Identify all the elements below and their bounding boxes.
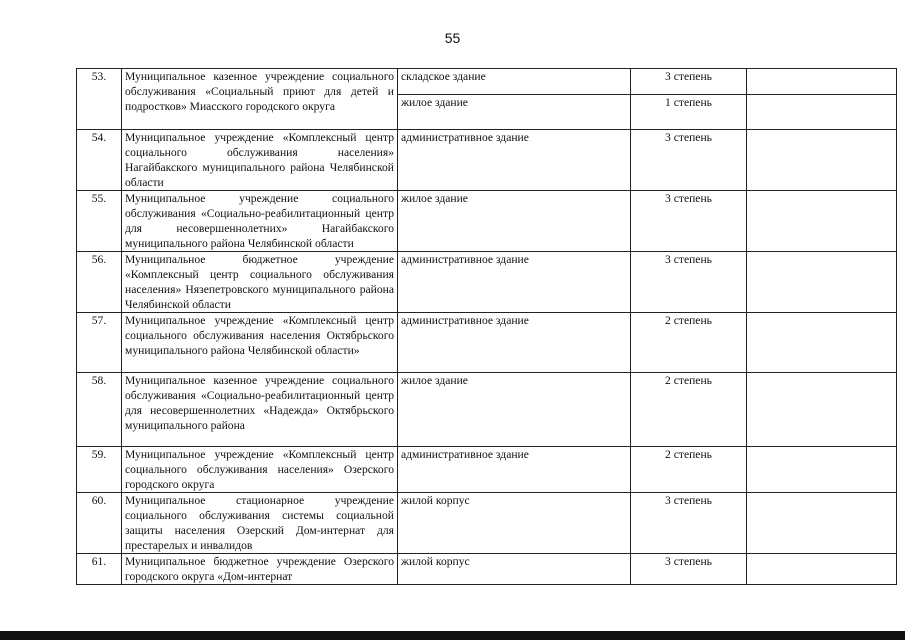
table-row <box>77 69 897 130</box>
table-row <box>77 493 897 554</box>
fire-resistance-degree: 3 степень <box>665 494 712 507</box>
building-cell <box>398 447 631 493</box>
institution-name: Муниципальное учреждение социального обслуживания «Социально-реабилитационный центр для несовершеннолетних» Нагайбакского муниципального района Челябинской области <box>122 191 398 252</box>
empty-cell <box>747 447 897 493</box>
fire-resistance-degree: 3 степень <box>665 253 712 266</box>
building-type: административное здание <box>401 131 529 144</box>
fire-resistance-degree: 1 степень <box>665 96 712 109</box>
empty-cell <box>747 373 897 447</box>
empty-cell <box>747 191 897 252</box>
row-number: 56. <box>77 252 122 313</box>
row-number: 61. <box>77 554 122 585</box>
row-number: 55. <box>77 191 122 252</box>
institution-name: Муниципальное казенное учреждение социального обслуживания «Социальный приют для детей и подростков» Миасского городского округа <box>122 69 398 130</box>
building-type: жилое здание <box>401 374 468 387</box>
fire-resistance-degree: 2 степень <box>665 314 712 327</box>
fire-resistance-degree: 3 степень <box>665 192 712 205</box>
row-number: 58. <box>77 373 122 447</box>
registry-table <box>76 68 897 585</box>
row-number: 60. <box>77 493 122 554</box>
fire-resistance-degree: 2 степень <box>665 374 712 387</box>
table-row <box>77 447 897 493</box>
building-cell <box>398 313 631 373</box>
building-type: жилой корпус <box>401 555 470 568</box>
page-number: 55 <box>444 30 461 46</box>
institution-name: Муниципальное учреждение «Комплексный центр социального обслуживания населения» Нагайбакского муниципального района Челябинской области <box>122 130 398 191</box>
building-type: жилой корпус <box>401 494 470 507</box>
building-cell <box>398 252 631 313</box>
empty-cell <box>747 554 897 585</box>
building-cell <box>398 373 631 447</box>
building-cell <box>398 69 631 130</box>
degree-cell <box>631 493 747 554</box>
institution-name: Муниципальное бюджетное учреждение «Комплексный центр социального обслуживания населения» Нязепетровского муниципального района Челябинской области <box>122 252 398 313</box>
empty-cell <box>747 313 897 373</box>
degree-cell <box>631 69 747 130</box>
building-cell <box>398 130 631 191</box>
building-type: административное здание <box>401 448 529 461</box>
degree-cell <box>631 373 747 447</box>
table-row <box>77 130 897 191</box>
fire-resistance-degree: 3 степень <box>665 131 712 144</box>
row-number: 59. <box>77 447 122 493</box>
building-type: складское здание <box>398 69 630 95</box>
building-cell <box>398 191 631 252</box>
degree-cell <box>631 191 747 252</box>
table-row <box>77 252 897 313</box>
empty-cell <box>747 69 897 130</box>
institution-name: Муниципальное бюджетное учреждение Озерского городского округа «Дом-интернат <box>122 554 398 585</box>
institution-name: Муниципальное стационарное учреждение социального обслуживания системы социальной защиты населения Озерский Дом-интернат для престарелых и инвалидов <box>122 493 398 554</box>
institution-name: Муниципальное учреждение «Комплексный центр социального обслуживания населения» Озерского городского округа <box>122 447 398 493</box>
fire-resistance-degree: 3 степень <box>631 69 746 95</box>
table-row <box>77 554 897 585</box>
fire-resistance-degree: 2 степень <box>665 448 712 461</box>
fire-resistance-degree: 3 степень <box>665 555 712 568</box>
degree-cell <box>631 554 747 585</box>
institution-name: Муниципальное казенное учреждение социального обслуживания «Социально-реабилитационный центр для несовершеннолетних «Надежда» Октябрьского муниципального района <box>122 373 398 447</box>
degree-cell <box>631 447 747 493</box>
table-row <box>77 191 897 252</box>
degree-cell <box>631 313 747 373</box>
building-cell <box>398 493 631 554</box>
empty-cell <box>747 252 897 313</box>
table-row <box>77 313 897 373</box>
building-type: административное здание <box>401 314 529 327</box>
row-number: 57. <box>77 313 122 373</box>
table-row <box>77 373 897 447</box>
empty-cell <box>747 493 897 554</box>
building-type: жилое здание <box>401 96 468 109</box>
institution-name: Муниципальное учреждение «Комплексный центр социального обслуживания населения Октябрьского муниципального района Челябинской области» <box>122 313 398 373</box>
row-number: 53. <box>77 69 122 130</box>
building-type: административное здание <box>401 253 529 266</box>
degree-cell <box>631 130 747 191</box>
building-type: жилое здание <box>401 192 468 205</box>
degree-cell <box>631 252 747 313</box>
empty-cell <box>747 130 897 191</box>
page-bottom-bar <box>0 631 905 640</box>
registry-body <box>77 69 897 585</box>
building-cell <box>398 554 631 585</box>
row-number: 54. <box>77 130 122 191</box>
empty-subcell <box>747 69 896 95</box>
